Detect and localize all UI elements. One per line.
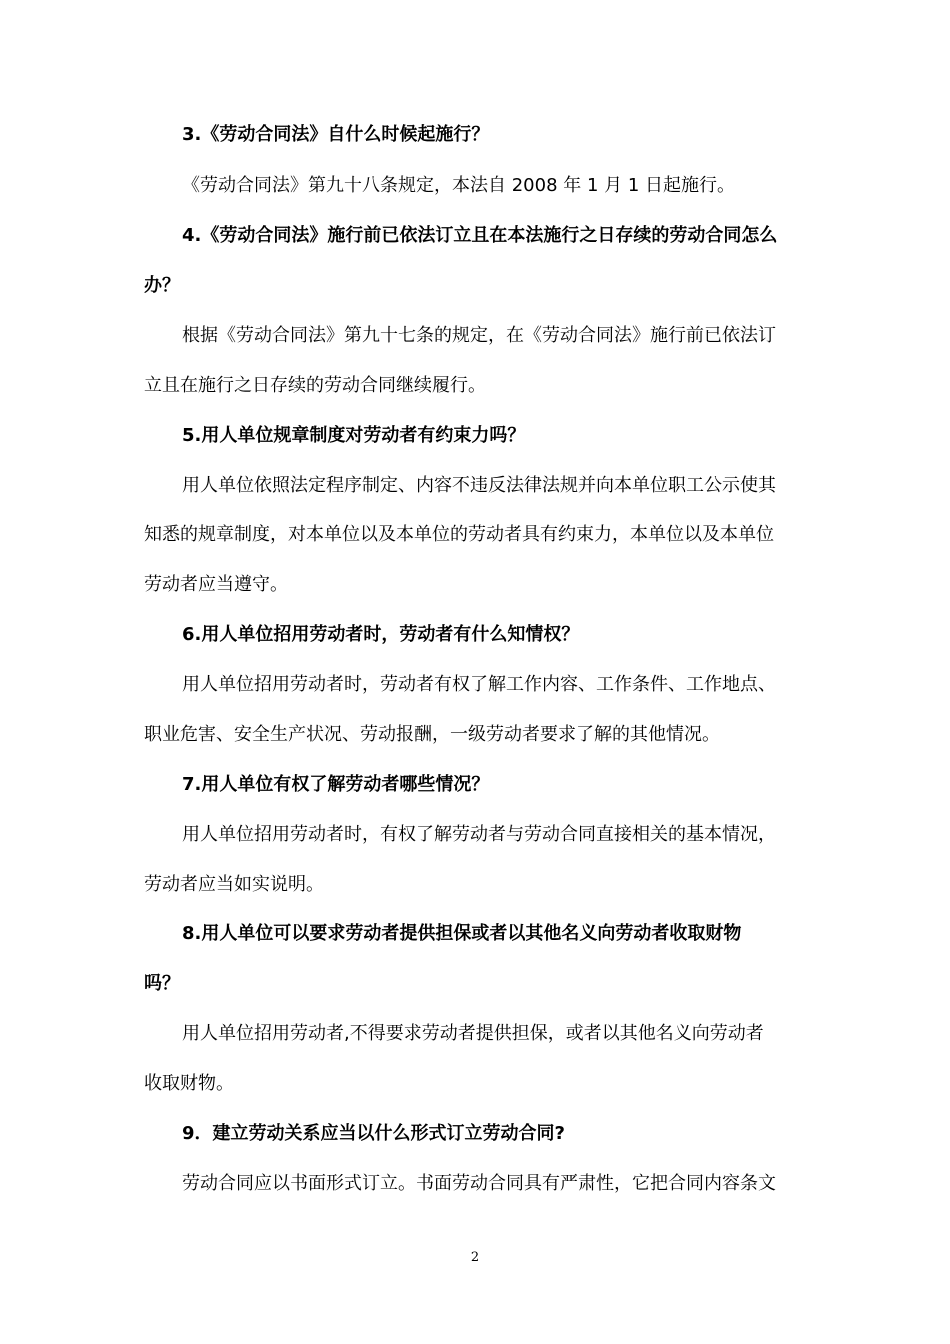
question-3: 3.《劳动合同法》自什么时候起施行？	[182, 124, 490, 145]
answer-4-cont: 立且在施行之日存续的劳动合同继续履行。	[144, 375, 486, 396]
question-7: 7.用人单位有权了解劳动者哪些情况？	[182, 774, 490, 795]
question-9: 9．建立劳动关系应当以什么形式订立劳动合同?	[182, 1123, 565, 1144]
answer-3: 《劳动合同法》第九十八条规定，本法自 2008 年 1 月 1 日起施行。	[182, 175, 736, 196]
answer-5: 用人单位依照法定程序制定、内容不违反法律法规并向本单位职工公示使其	[182, 475, 776, 496]
answer-7: 用人单位招用劳动者时，有权了解劳动者与劳动合同直接相关的基本情况，	[182, 824, 776, 845]
answer-8-cont: 收取财物。	[144, 1073, 234, 1094]
answer-8: 用人单位招用劳动者,不得要求劳动者提供担保，或者以其他名义向劳动者	[182, 1023, 764, 1044]
question-6: 6.用人单位招用劳动者时，劳动者有什么知情权？	[182, 624, 580, 645]
question-4: 4.《劳动合同法》施行前已依法订立且在本法施行之日存续的劳动合同怎么	[182, 225, 778, 246]
answer-6-cont: 职业危害、安全生产状况、劳动报酬，一级劳动者要求了解的其他情况。	[144, 724, 720, 745]
answer-7-cont: 劳动者应当如实说明。	[144, 874, 324, 895]
question-8-cont: 吗？	[144, 973, 180, 994]
question-8: 8.用人单位可以要求劳动者提供担保或者以其他名义向劳动者收取财物	[182, 923, 742, 944]
answer-4: 根据《劳动合同法》第九十七条的规定，在《劳动合同法》施行前已依法订	[182, 325, 776, 346]
answer-9: 劳动合同应以书面形式订立。书面劳动合同具有严肃性，它把合同内容条文	[182, 1173, 776, 1194]
answer-5-cont-2: 劳动者应当遵守。	[144, 574, 288, 595]
question-5: 5.用人单位规章制度对劳动者有约束力吗？	[182, 425, 526, 446]
answer-6: 用人单位招用劳动者时，劳动者有权了解工作内容、工作条件、工作地点、	[182, 674, 776, 695]
question-4-cont: 办？	[144, 275, 180, 296]
page-number: 2	[470, 1250, 480, 1265]
answer-5-cont: 知悉的规章制度，对本单位以及本单位的劳动者具有约束力，本单位以及本单位	[144, 524, 774, 545]
